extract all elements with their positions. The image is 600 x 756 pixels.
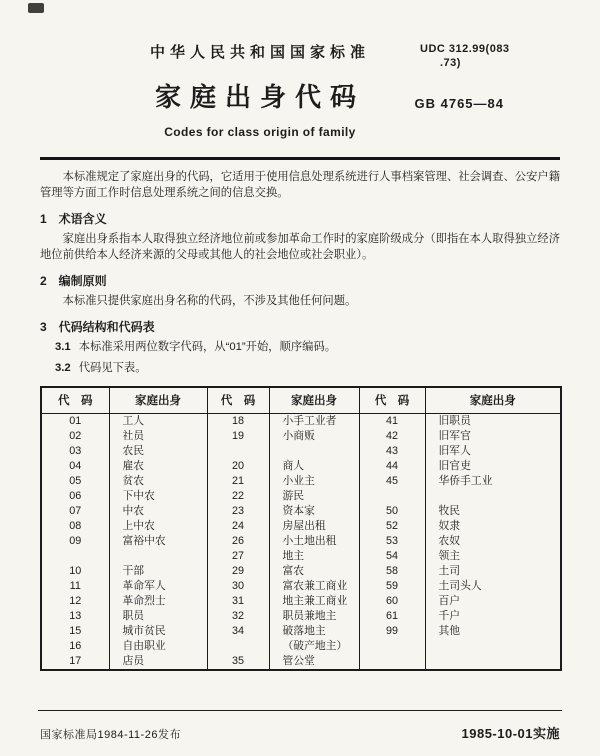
origin-cell: 自由职业 — [109, 639, 207, 654]
origin-cell: 领主 — [425, 549, 561, 564]
origin-cell: 房屋出租 — [269, 519, 359, 534]
code-cell: 99 — [359, 624, 425, 639]
code-cell: 59 — [359, 579, 425, 594]
origin-cell: 富裕中农 — [109, 534, 207, 549]
col-header-origin-2: 家庭出身 — [269, 387, 359, 413]
code-cell: 17 — [41, 654, 109, 670]
code-cell: 23 — [207, 504, 269, 519]
clause-3-2-text: 代码见下表。 — [78, 362, 147, 374]
code-cell: 53 — [359, 534, 425, 549]
code-cell: 34 — [207, 624, 269, 639]
origin-cell: 百户 — [425, 594, 561, 609]
origin-cell: 牧民 — [425, 504, 561, 519]
udc-line-1: UDC 312.99(083 — [420, 43, 510, 55]
code-cell: 04 — [41, 459, 109, 474]
origin-cell: 职员兼地主 — [269, 609, 359, 624]
scope-paragraph: 本标准规定了家庭出身的代码，它适用于使用信息处理系统进行人事档案管理、社会调查、公安户籍管理等方面工作时信息处理系统之间的信息交换。 — [40, 171, 560, 199]
origin-cell: 旧军人 — [425, 444, 561, 459]
origin-cell — [109, 549, 207, 564]
origin-cell — [425, 639, 561, 654]
origin-cell — [425, 654, 561, 670]
origin-cell: 小土地出租 — [269, 534, 359, 549]
section-2-heading: 2 编制原则 — [40, 274, 107, 288]
code-cell: 54 — [359, 549, 425, 564]
origin-cell: 中农 — [109, 504, 207, 519]
code-cell — [359, 489, 425, 504]
code-cell: 13 — [41, 609, 109, 624]
code-cell: 20 — [207, 459, 269, 474]
code-cell: 29 — [207, 564, 269, 579]
code-cell: 52 — [359, 519, 425, 534]
origin-cell: 地主 — [269, 549, 359, 564]
standard-number: GB 4765—84 — [414, 96, 504, 111]
origin-cell: 农奴 — [425, 534, 561, 549]
origin-cell: 破落地主 — [269, 624, 359, 639]
table-row — [41, 444, 561, 459]
code-cell: 32 — [207, 609, 269, 624]
origin-cell: 职员 — [109, 609, 207, 624]
table-row — [41, 594, 561, 609]
document-title: 家庭出身代码 — [154, 82, 365, 112]
origin-cell: 奴隶 — [425, 519, 561, 534]
udc-number — [420, 42, 546, 70]
table-row — [41, 549, 561, 564]
code-cell: 41 — [359, 413, 425, 429]
table-row — [41, 489, 561, 504]
table-row — [41, 429, 561, 444]
table-row — [41, 413, 561, 429]
origin-cell: 工人 — [109, 413, 207, 429]
code-cell: 50 — [359, 504, 425, 519]
header-divider — [40, 157, 560, 160]
code-cell: 27 — [207, 549, 269, 564]
national-standard-label: 中华人民共和国国家标准 — [149, 44, 370, 61]
code-cell: 08 — [41, 519, 109, 534]
code-cell: 42 — [359, 429, 425, 444]
clause-3-1-number: 3.1 — [55, 341, 71, 353]
origin-cell: 旧官吏 — [425, 459, 561, 474]
footer-divider — [38, 710, 562, 711]
origin-cell: 店员 — [109, 654, 207, 670]
origin-cell: 革命军人 — [109, 579, 207, 594]
table-row — [41, 504, 561, 519]
origin-cell: 商人 — [269, 459, 359, 474]
table-row — [41, 654, 561, 670]
code-cell: 30 — [207, 579, 269, 594]
origin-cell: 旧职员 — [425, 413, 561, 429]
origin-cell: 富农兼工商业 — [269, 579, 359, 594]
english-subtitle: Codes for class origin of family — [164, 125, 356, 139]
section-1-body: 家庭出身系指本人取得独立经济地位前或参加革命工作时的家庭阶级成分（即指在本人取得独立经济地位前供给本人经济来源的父母或其他人的社会地位或社会职业）。 — [40, 233, 560, 261]
table-header-row — [41, 387, 561, 413]
table-row — [41, 564, 561, 579]
origin-cell: 小业主 — [269, 474, 359, 489]
code-cell: 05 — [41, 474, 109, 489]
code-cell — [359, 639, 425, 654]
code-cell — [359, 654, 425, 670]
origin-cell: 革命烈士 — [109, 594, 207, 609]
code-cell — [207, 444, 269, 459]
origin-cell: 农民 — [109, 444, 207, 459]
origin-cell: 旧军官 — [425, 429, 561, 444]
col-header-code-2: 代 码 — [207, 387, 269, 413]
clause-3-1 — [40, 340, 560, 355]
section-2-body: 本标准只提供家庭出身名称的代码，不涉及其他任何问题。 — [62, 295, 357, 307]
col-header-origin-1: 家庭出身 — [109, 387, 207, 413]
clause-3-1-text: 本标准采用两位数字代码，从“01”开始，顺序编码。 — [78, 341, 337, 353]
code-cell: 16 — [41, 639, 109, 654]
footer-issued-by: 国家标准局1984-11-26发布 — [40, 729, 181, 741]
document-footer — [40, 723, 560, 742]
code-cell: 35 — [207, 654, 269, 670]
origin-cell: 管公堂 — [269, 654, 359, 670]
code-cell: 21 — [207, 474, 269, 489]
origin-cell: 小手工业者 — [269, 413, 359, 429]
origin-cell: 地主兼工商业 — [269, 594, 359, 609]
code-cell: 24 — [207, 519, 269, 534]
origin-cell: 下中农 — [109, 489, 207, 504]
code-cell: 61 — [359, 609, 425, 624]
footer-effective-date: 1985-10-01实施 — [461, 726, 560, 741]
code-cell: 02 — [41, 429, 109, 444]
code-cell: 31 — [207, 594, 269, 609]
code-cell: 12 — [41, 594, 109, 609]
origin-cell: 社员 — [109, 429, 207, 444]
code-cell: 03 — [41, 444, 109, 459]
code-cell: 07 — [41, 504, 109, 519]
origin-cell: 资本家 — [269, 504, 359, 519]
table-row — [41, 474, 561, 489]
origin-cell: 其他 — [425, 624, 561, 639]
code-cell: 43 — [359, 444, 425, 459]
origin-cell: 雇农 — [109, 459, 207, 474]
code-table-body — [41, 413, 561, 670]
origin-cell: 上中农 — [109, 519, 207, 534]
code-cell: 10 — [41, 564, 109, 579]
table-row — [41, 639, 561, 654]
origin-cell: 富农 — [269, 564, 359, 579]
origin-cell: 华侨手工业 — [425, 474, 561, 489]
origin-cell: 小商贩 — [269, 429, 359, 444]
code-cell: 19 — [207, 429, 269, 444]
code-cell — [207, 639, 269, 654]
code-cell: 26 — [207, 534, 269, 549]
table-row — [41, 519, 561, 534]
table-row — [41, 534, 561, 549]
code-cell: 06 — [41, 489, 109, 504]
udc-line-2: .73) — [440, 57, 461, 69]
origin-cell: 城市贫民 — [109, 624, 207, 639]
section-3-heading: 3 代码结构和代码表 — [40, 320, 155, 334]
origin-cell: 干部 — [109, 564, 207, 579]
code-cell: 18 — [207, 413, 269, 429]
code-cell: 11 — [41, 579, 109, 594]
section-1-heading: 1 术语含义 — [40, 212, 107, 226]
origin-cell: （破产地主） — [269, 639, 359, 654]
origin-cell: 土司 — [425, 564, 561, 579]
code-cell: 58 — [359, 564, 425, 579]
code-cell: 44 — [359, 459, 425, 474]
code-table — [40, 386, 562, 671]
clause-3-2 — [40, 361, 560, 376]
origin-cell: 游民 — [269, 489, 359, 504]
table-row — [41, 579, 561, 594]
code-cell: 22 — [207, 489, 269, 504]
document-header — [40, 0, 560, 139]
table-row — [41, 459, 561, 474]
code-cell: 15 — [41, 624, 109, 639]
origin-cell: 贫农 — [109, 474, 207, 489]
origin-cell — [425, 489, 561, 504]
origin-cell: 千户 — [425, 609, 561, 624]
col-header-code-3: 代 码 — [359, 387, 425, 413]
col-header-origin-3: 家庭出身 — [425, 387, 561, 413]
col-header-code-1: 代 码 — [41, 387, 109, 413]
code-cell: 45 — [359, 474, 425, 489]
origin-cell — [269, 444, 359, 459]
table-row — [41, 609, 561, 624]
table-row — [41, 624, 561, 639]
origin-cell: 土司头人 — [425, 579, 561, 594]
code-cell: 01 — [41, 413, 109, 429]
code-cell: 09 — [41, 534, 109, 549]
code-cell — [41, 549, 109, 564]
clause-3-2-number: 3.2 — [55, 362, 71, 374]
code-cell: 60 — [359, 594, 425, 609]
